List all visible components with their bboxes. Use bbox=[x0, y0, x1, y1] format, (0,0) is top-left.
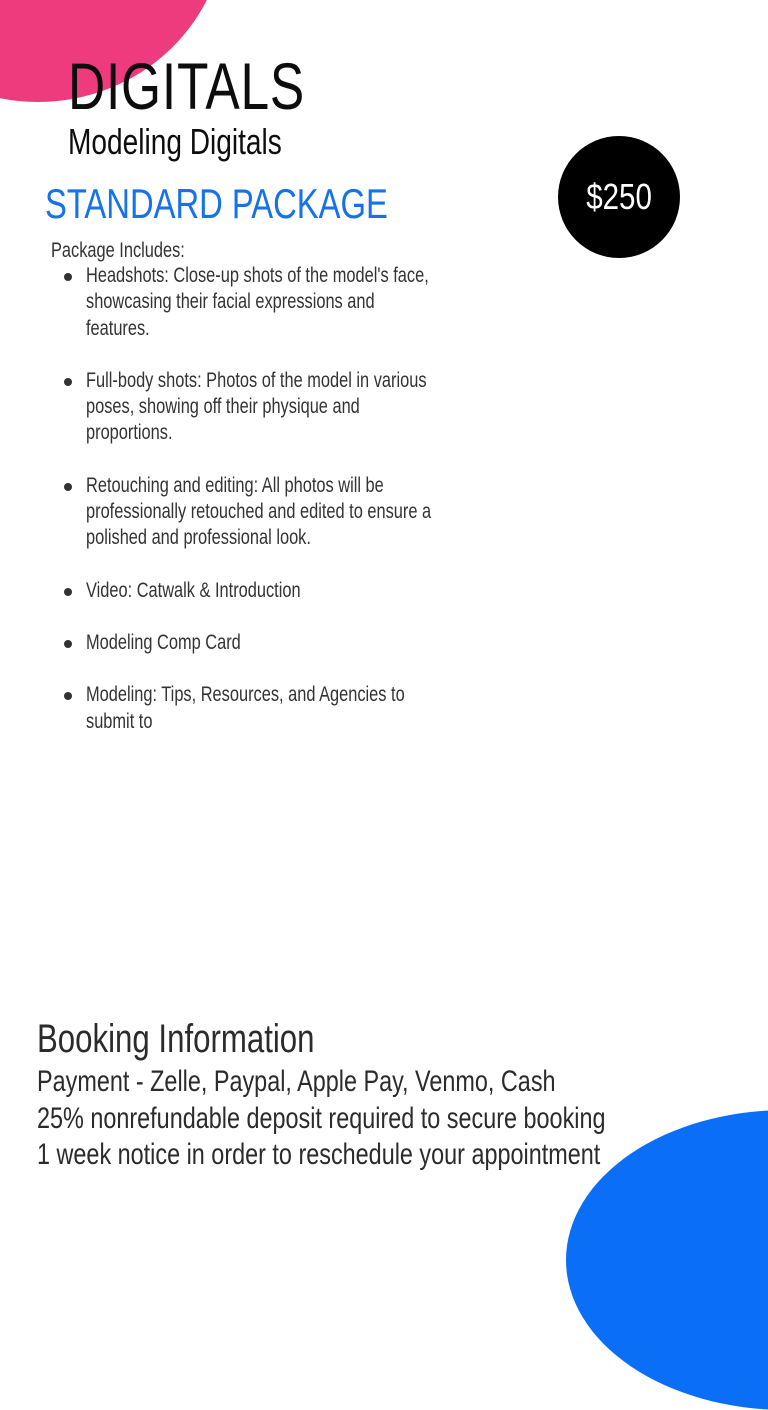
booking-details bbox=[37, 1064, 766, 1174]
feature-line: features. bbox=[86, 316, 150, 340]
feature-line: Retouching and editing: All photos will be bbox=[86, 473, 384, 497]
feature-item-headshots bbox=[62, 263, 528, 342]
feature-item-full-body bbox=[62, 368, 528, 447]
feature-line: poses, showing off their physique and bbox=[86, 395, 360, 419]
feature-line: Full-body shots: Photos of the model in various bbox=[86, 368, 427, 392]
page-title bbox=[68, 46, 372, 126]
package-title bbox=[45, 178, 485, 230]
price-text: $250 bbox=[586, 176, 652, 217]
package-title-text: STANDARD PACKAGE bbox=[45, 180, 388, 227]
bullet-icon bbox=[64, 640, 72, 648]
bullet-icon bbox=[64, 378, 72, 386]
feature-line: Headshots: Close-up shots of the model's face, bbox=[86, 264, 429, 287]
booking-title-text: Booking Information bbox=[37, 1017, 315, 1061]
booking-title bbox=[37, 1016, 393, 1062]
feature-line: submit to bbox=[86, 709, 153, 733]
feature-item-comp-card bbox=[62, 630, 528, 656]
bullet-icon bbox=[64, 692, 72, 700]
feature-line: Video: Catwalk & Introduction bbox=[86, 578, 301, 602]
bullet-icon bbox=[64, 483, 72, 491]
booking-payment-line: Payment - Zelle, Paypal, Apple Pay, Venmo, Cash bbox=[37, 1065, 556, 1098]
page-subtitle-text: Modeling Digitals bbox=[68, 121, 282, 162]
feature-item-retouching bbox=[62, 473, 528, 552]
feature-line: Modeling Comp Card bbox=[86, 630, 241, 654]
price-badge bbox=[558, 136, 680, 258]
package-includes-label bbox=[51, 238, 223, 264]
feature-item-modeling-tips bbox=[62, 682, 528, 735]
bullet-icon bbox=[64, 588, 72, 596]
package-includes-label-text: Package Includes: bbox=[51, 239, 185, 262]
page-subtitle bbox=[68, 120, 342, 164]
feature-line: polished and professional look. bbox=[86, 526, 311, 550]
feature-item-video bbox=[62, 578, 528, 604]
feature-list bbox=[62, 263, 528, 761]
feature-line: professionally retouched and edited to ensure a bbox=[86, 500, 432, 524]
feature-line: Modeling: Tips, Resources, and Agencies to bbox=[86, 683, 405, 707]
bullet-icon bbox=[64, 273, 72, 281]
booking-reschedule-line: 1 week notice in order to reschedule your appointment bbox=[37, 1138, 601, 1171]
booking-deposit-line: 25% nonrefundable deposit required to secure booking bbox=[37, 1101, 606, 1135]
page-title-text: DIGITALS bbox=[68, 49, 305, 123]
feature-line: showcasing their facial expressions and bbox=[86, 290, 375, 314]
feature-line: proportions. bbox=[86, 421, 173, 445]
